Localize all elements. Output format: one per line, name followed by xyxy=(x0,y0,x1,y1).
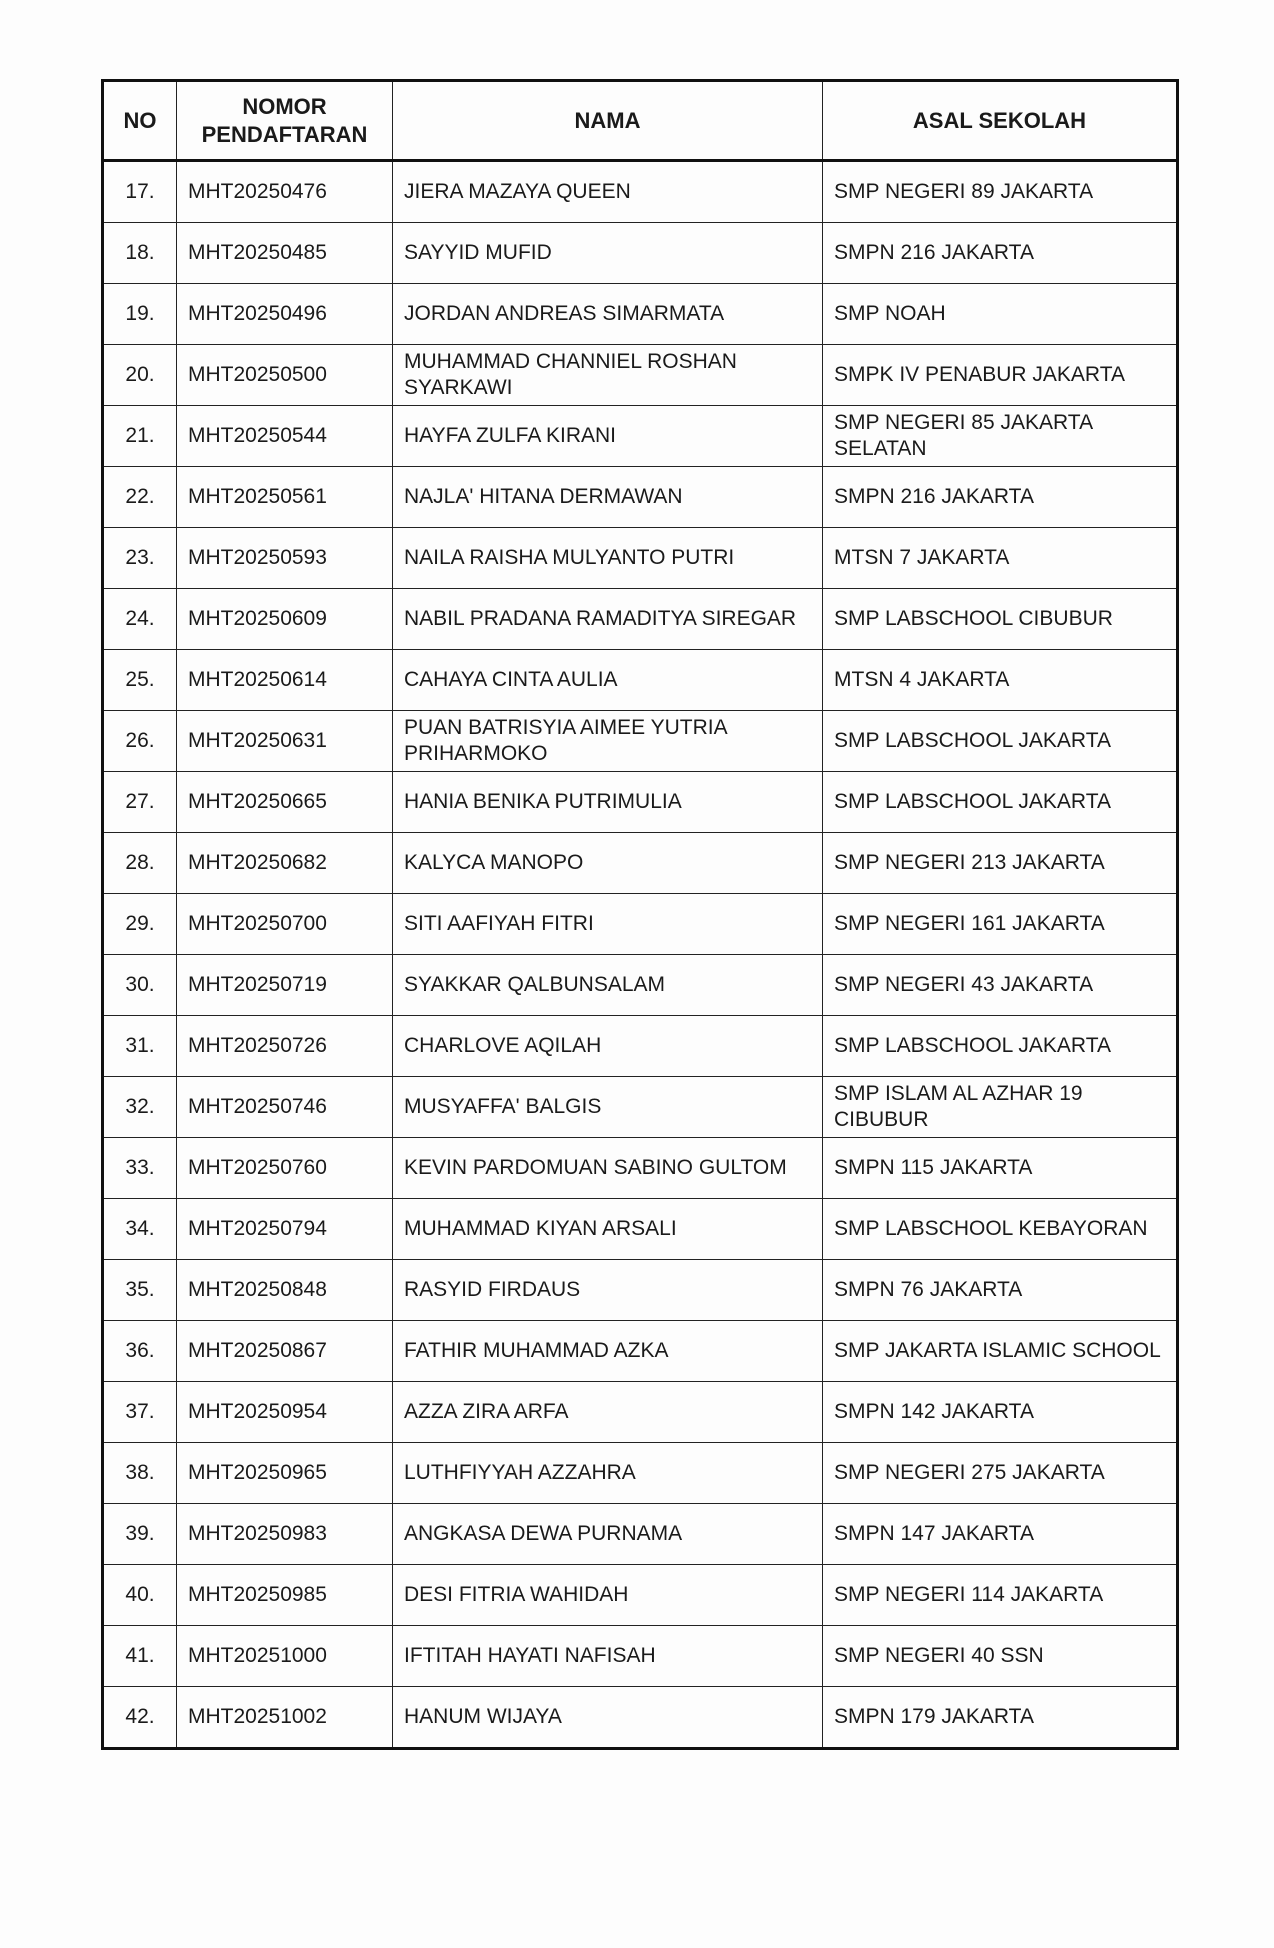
origin-school: SMP JAKARTA ISLAMIC SCHOOL xyxy=(823,1321,1178,1382)
origin-school: SMP NEGERI 43 JAKARTA xyxy=(823,955,1178,1016)
student-name: HANIA BENIKA PUTRIMULIA xyxy=(393,772,823,833)
registration-number: MHT20250631 xyxy=(177,711,393,772)
row-number: 22. xyxy=(103,467,177,528)
origin-school: SMPN 115 JAKARTA xyxy=(823,1138,1178,1199)
table-row xyxy=(103,528,1178,589)
registration-number: MHT20250665 xyxy=(177,772,393,833)
registration-number: MHT20250965 xyxy=(177,1443,393,1504)
row-number: 26. xyxy=(103,711,177,772)
student-list-table xyxy=(101,79,1179,1750)
origin-school: SMPN 216 JAKARTA xyxy=(823,467,1178,528)
origin-school: SMPN 76 JAKARTA xyxy=(823,1260,1178,1321)
table-row xyxy=(103,1260,1178,1321)
student-name: SAYYID MUFID xyxy=(393,223,823,284)
origin-school: SMP NEGERI 161 JAKARTA xyxy=(823,894,1178,955)
registration-number: MHT20251002 xyxy=(177,1687,393,1749)
origin-school: SMP ISLAM AL AZHAR 19 CIBUBUR xyxy=(823,1077,1178,1138)
table-row xyxy=(103,1687,1178,1749)
table-row xyxy=(103,833,1178,894)
registration-number: MHT20250561 xyxy=(177,467,393,528)
student-name: AZZA ZIRA ARFA xyxy=(393,1382,823,1443)
registration-number: MHT20250476 xyxy=(177,161,393,223)
row-number: 36. xyxy=(103,1321,177,1382)
table-body xyxy=(103,161,1178,1749)
header-row xyxy=(103,81,1178,161)
student-name: SITI AAFIYAH FITRI xyxy=(393,894,823,955)
registration-number: MHT20250496 xyxy=(177,284,393,345)
table-row xyxy=(103,1077,1178,1138)
table-row xyxy=(103,894,1178,955)
registration-number: MHT20250954 xyxy=(177,1382,393,1443)
registration-number: MHT20250485 xyxy=(177,223,393,284)
row-number: 17. xyxy=(103,161,177,223)
table-row xyxy=(103,467,1178,528)
origin-school: SMP NEGERI 114 JAKARTA xyxy=(823,1565,1178,1626)
registration-number: MHT20250544 xyxy=(177,406,393,467)
table-row xyxy=(103,1321,1178,1382)
row-number: 25. xyxy=(103,650,177,711)
row-number: 18. xyxy=(103,223,177,284)
student-name: KALYCA MANOPO xyxy=(393,833,823,894)
origin-school: SMP NEGERI 85 JAKARTA SELATAN xyxy=(823,406,1178,467)
origin-school: SMP NOAH xyxy=(823,284,1178,345)
origin-school: SMPN 216 JAKARTA xyxy=(823,223,1178,284)
table-row xyxy=(103,345,1178,406)
student-name: HANUM WIJAYA xyxy=(393,1687,823,1749)
row-number: 38. xyxy=(103,1443,177,1504)
row-number: 34. xyxy=(103,1199,177,1260)
student-name: DESI FITRIA WAHIDAH xyxy=(393,1565,823,1626)
row-number: 21. xyxy=(103,406,177,467)
registration-number: MHT20250983 xyxy=(177,1504,393,1565)
table-header xyxy=(103,81,1178,161)
registration-number: MHT20250746 xyxy=(177,1077,393,1138)
row-number: 23. xyxy=(103,528,177,589)
student-name: HAYFA ZULFA KIRANI xyxy=(393,406,823,467)
table-row xyxy=(103,1199,1178,1260)
student-name: MUHAMMAD KIYAN ARSALI xyxy=(393,1199,823,1260)
origin-school: MTSN 4 JAKARTA xyxy=(823,650,1178,711)
row-number: 19. xyxy=(103,284,177,345)
row-number: 27. xyxy=(103,772,177,833)
row-number: 24. xyxy=(103,589,177,650)
student-name: SYAKKAR QALBUNSALAM xyxy=(393,955,823,1016)
table-row xyxy=(103,284,1178,345)
table-row xyxy=(103,161,1178,223)
student-name: MUHAMMAD CHANNIEL ROSHAN SYARKAWI xyxy=(393,345,823,406)
origin-school: MTSN 7 JAKARTA xyxy=(823,528,1178,589)
header-no: NO xyxy=(103,81,177,161)
table-row xyxy=(103,589,1178,650)
row-number: 32. xyxy=(103,1077,177,1138)
origin-school: SMPN 179 JAKARTA xyxy=(823,1687,1178,1749)
registration-number: MHT20250593 xyxy=(177,528,393,589)
student-name: CAHAYA CINTA AULIA xyxy=(393,650,823,711)
table-row xyxy=(103,1626,1178,1687)
registration-number: MHT20250760 xyxy=(177,1138,393,1199)
student-name: PUAN BATRISYIA AIMEE YUTRIA PRIHARMOKO xyxy=(393,711,823,772)
registration-number: MHT20250700 xyxy=(177,894,393,955)
student-name: NAILA RAISHA MULYANTO PUTRI xyxy=(393,528,823,589)
student-name: NAJLA' HITANA DERMAWAN xyxy=(393,467,823,528)
table-row xyxy=(103,1565,1178,1626)
student-name: JIERA MAZAYA QUEEN xyxy=(393,161,823,223)
row-number: 40. xyxy=(103,1565,177,1626)
origin-school: SMPN 142 JAKARTA xyxy=(823,1382,1178,1443)
row-number: 28. xyxy=(103,833,177,894)
origin-school: SMP NEGERI 213 JAKARTA xyxy=(823,833,1178,894)
student-name: LUTHFIYYAH AZZAHRA xyxy=(393,1443,823,1504)
registration-number: MHT20251000 xyxy=(177,1626,393,1687)
table-row xyxy=(103,1016,1178,1077)
student-name: NABIL PRADANA RAMADITYA SIREGAR xyxy=(393,589,823,650)
table-row xyxy=(103,1382,1178,1443)
student-name: MUSYAFFA' BALGIS xyxy=(393,1077,823,1138)
row-number: 20. xyxy=(103,345,177,406)
row-number: 41. xyxy=(103,1626,177,1687)
row-number: 31. xyxy=(103,1016,177,1077)
registration-number: MHT20250848 xyxy=(177,1260,393,1321)
registration-number: MHT20250500 xyxy=(177,345,393,406)
origin-school: SMP LABSCHOOL CIBUBUR xyxy=(823,589,1178,650)
table-row xyxy=(103,1504,1178,1565)
header-registration-number: NOMOR PENDAFTARAN xyxy=(177,81,393,161)
origin-school: SMPN 147 JAKARTA xyxy=(823,1504,1178,1565)
header-school: ASAL SEKOLAH xyxy=(823,81,1178,161)
origin-school: SMP NEGERI 275 JAKARTA xyxy=(823,1443,1178,1504)
origin-school: SMP LABSCHOOL JAKARTA xyxy=(823,772,1178,833)
row-number: 30. xyxy=(103,955,177,1016)
student-name: IFTITAH HAYATI NAFISAH xyxy=(393,1626,823,1687)
origin-school: SMP LABSCHOOL KEBAYORAN xyxy=(823,1199,1178,1260)
registration-number: MHT20250614 xyxy=(177,650,393,711)
registration-number: MHT20250867 xyxy=(177,1321,393,1382)
table-row xyxy=(103,772,1178,833)
table-row xyxy=(103,1443,1178,1504)
origin-school: SMP LABSCHOOL JAKARTA xyxy=(823,1016,1178,1077)
row-number: 35. xyxy=(103,1260,177,1321)
registration-number: MHT20250794 xyxy=(177,1199,393,1260)
row-number: 37. xyxy=(103,1382,177,1443)
student-name: CHARLOVE AQILAH xyxy=(393,1016,823,1077)
registration-number: MHT20250985 xyxy=(177,1565,393,1626)
header-name: NAMA xyxy=(393,81,823,161)
row-number: 39. xyxy=(103,1504,177,1565)
origin-school: SMP LABSCHOOL JAKARTA xyxy=(823,711,1178,772)
table-row xyxy=(103,1138,1178,1199)
origin-school: SMP NEGERI 40 SSN xyxy=(823,1626,1178,1687)
table-row xyxy=(103,406,1178,467)
registration-number: MHT20250726 xyxy=(177,1016,393,1077)
origin-school: SMPK IV PENABUR JAKARTA xyxy=(823,345,1178,406)
row-number: 42. xyxy=(103,1687,177,1749)
registration-number: MHT20250719 xyxy=(177,955,393,1016)
registration-number: MHT20250682 xyxy=(177,833,393,894)
table-row xyxy=(103,223,1178,284)
row-number: 29. xyxy=(103,894,177,955)
table-row xyxy=(103,711,1178,772)
student-name: RASYID FIRDAUS xyxy=(393,1260,823,1321)
table-row xyxy=(103,955,1178,1016)
student-name: KEVIN PARDOMUAN SABINO GULTOM xyxy=(393,1138,823,1199)
student-name: FATHIR MUHAMMAD AZKA xyxy=(393,1321,823,1382)
registration-number: MHT20250609 xyxy=(177,589,393,650)
table-row xyxy=(103,650,1178,711)
student-name: ANGKASA DEWA PURNAMA xyxy=(393,1504,823,1565)
origin-school: SMP NEGERI 89 JAKARTA xyxy=(823,161,1178,223)
row-number: 33. xyxy=(103,1138,177,1199)
student-name: JORDAN ANDREAS SIMARMATA xyxy=(393,284,823,345)
